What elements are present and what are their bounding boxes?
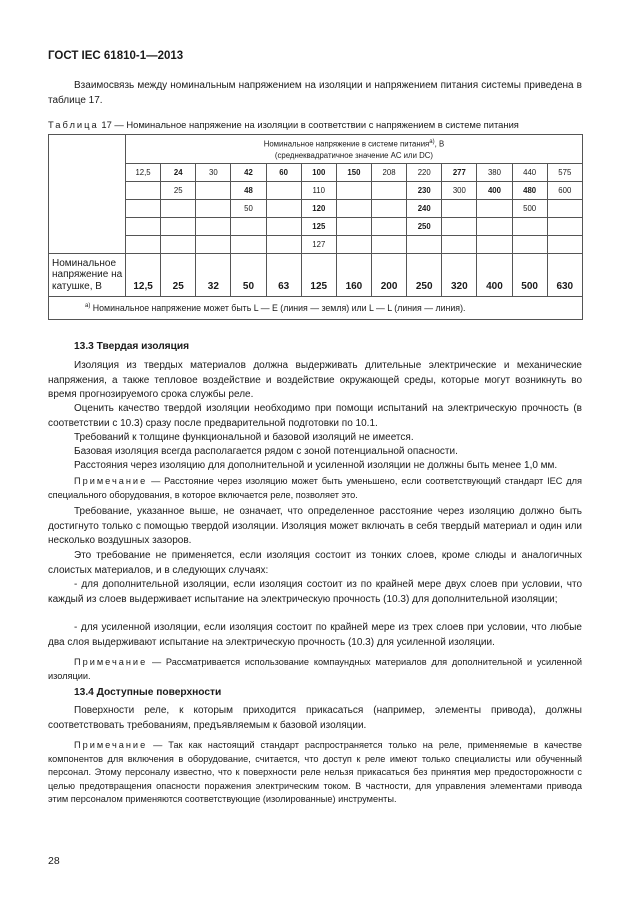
table-header-row: [49, 135, 583, 164]
note-word: Примечание: [74, 657, 148, 667]
paragraph: - для дополнительной изоляции, если изоляция состоит из по крайней мере двух слоев при условии, что каждый из слоев выдерживает испытание на электрическую прочность (10.3) для дополнительной изоляции;: [48, 579, 582, 605]
table-row: [49, 236, 583, 254]
nominal-cell: 250: [407, 254, 442, 297]
table-cell: [442, 200, 477, 218]
table-cell: 208: [371, 164, 406, 182]
nominal-cell: 400: [477, 254, 512, 297]
table-cell: [196, 236, 231, 254]
table-cell: [266, 218, 301, 236]
section-13-3-title: 13.3 Твердая изоляция: [74, 341, 190, 352]
nominal-voltage-label: Номинальное напряжение на катушке, В: [49, 254, 126, 297]
table-cell: 50: [231, 200, 266, 218]
table-cell: [512, 218, 547, 236]
table-cell: [371, 218, 406, 236]
note-word: Примечание: [74, 476, 148, 486]
voltage-table: [48, 134, 583, 320]
nominal-voltage-row: [49, 254, 583, 297]
table-cell: [161, 236, 196, 254]
header-line1: Номинальное напряжение в системе питания: [263, 139, 430, 149]
table-cell: [371, 200, 406, 218]
table-cell: [231, 218, 266, 236]
table-cell: 500: [512, 200, 547, 218]
footnote-text: Номинальное напряжение может быть L — E (линия — земля) или L — L (линия — линия).: [90, 303, 466, 313]
table-row: [49, 164, 583, 182]
table-cell: [371, 236, 406, 254]
nominal-cell: 160: [336, 254, 371, 297]
nominal-cell: 630: [547, 254, 582, 297]
nominal-cell: 25: [161, 254, 196, 297]
table-cell: 400: [477, 182, 512, 200]
table-cell: [266, 236, 301, 254]
nominal-cell: 50: [231, 254, 266, 297]
table-cell: 120: [301, 200, 336, 218]
paragraph: Это требование не применяется, если изоляция состоит из тонких слоев, кроме слюды и аналогичных слоистых материалов, и в следующих случаях:: [48, 550, 582, 576]
table-cell: [126, 182, 161, 200]
table-cell: [407, 236, 442, 254]
table-cell: 380: [477, 164, 512, 182]
header-line2: (среднеквадратичное значение AC или DC): [274, 150, 433, 160]
table-header-cell: [126, 135, 583, 164]
table-cell: [442, 218, 477, 236]
note-word: Примечание: [74, 740, 148, 750]
nominal-cell: 63: [266, 254, 301, 297]
table-cell: 240: [407, 200, 442, 218]
paragraph: Поверхности реле, к которым приходится прикасаться (например, элементы привода), должны соответствовать требованиям, предъявляемым к базовой изоляции.: [48, 705, 582, 731]
paragraph: Требований к толщине функциональной и базовой изоляций не имеется.: [74, 432, 414, 443]
table-cell: [126, 218, 161, 236]
table-cell: 12,5: [126, 164, 161, 182]
table-cell: [196, 182, 231, 200]
nominal-cell: 200: [371, 254, 406, 297]
table-cell: 575: [547, 164, 582, 182]
table-cell: 230: [407, 182, 442, 200]
table-cell: [336, 182, 371, 200]
table-cell: 30: [196, 164, 231, 182]
paragraph: Изоляция из твердых материалов должна выдерживать длительные электрические и механические напряжения, а также тепловое воздействие и воздействие окружающей среды, которые могут возникнуть во время прогнозируемого срока службы реле.: [48, 360, 582, 401]
table-caption-text: 17 — Номинальное напряжение на изоляции в соответствии с напряжением в системе питания: [98, 119, 519, 130]
table-cell: 24: [161, 164, 196, 182]
table-cell: 277: [442, 164, 477, 182]
table-cell: [512, 236, 547, 254]
note: [48, 475, 582, 502]
table-cell: 48: [231, 182, 266, 200]
nominal-cell: 320: [442, 254, 477, 297]
note-text: — Расстояние через изоляцию может быть уменьшено, если соответствующий стандарт IEC для специального оборудования, в которое включается реле, позволяет это.: [48, 476, 582, 500]
table-cell: [336, 218, 371, 236]
table-cell: 125: [301, 218, 336, 236]
table-cell: [477, 218, 512, 236]
table-cell: 42: [231, 164, 266, 182]
nominal-cell: 500: [512, 254, 547, 297]
table-cell: 440: [512, 164, 547, 182]
paragraph: Расстояния через изоляцию для дополнительной и усиленной изоляции не должны быть менее 1,0 мм.: [74, 460, 558, 471]
paragraph: Базовая изоляция всегда располагается рядом с зоной потенциальной опасности.: [74, 446, 458, 457]
paragraph: Требование, указанное выше, не означает, что определенное расстояние через изоляцию должно быть достигнуто только с помощью твердой изоляции. Изоляция может включать в себя твердый материал и один или несколько воздушных зазоров.: [48, 506, 582, 547]
table-cell: 25: [161, 182, 196, 200]
header-unit: , В: [434, 139, 445, 149]
table-caption: [48, 119, 519, 130]
nominal-cell: 125: [301, 254, 336, 297]
table-cell: 150: [336, 164, 371, 182]
table-cell: [336, 200, 371, 218]
table-cell: [477, 200, 512, 218]
table-cell: [196, 218, 231, 236]
table-cell: 100: [301, 164, 336, 182]
table-cell: [126, 200, 161, 218]
table-row: [49, 200, 583, 218]
table-cell: [266, 182, 301, 200]
paragraph: - для усиленной изоляции, если изоляция состоит по крайней мере из трех слоев при условии, что любые два слоя выдерживают испытание на электрическую прочность (10.3) для усиленной изоляции.: [48, 622, 582, 648]
table-cell: [266, 200, 301, 218]
table-cell: 600: [547, 182, 582, 200]
table-cell: 220: [407, 164, 442, 182]
page-number: 28: [48, 855, 60, 867]
note-text: — Рассматривается использование компаундных материалов для дополнительной и усиленной изоляции.: [48, 657, 582, 681]
table-cell: 300: [442, 182, 477, 200]
table-cell: [371, 182, 406, 200]
note: [48, 656, 582, 683]
nominal-cell: 12,5: [126, 254, 161, 297]
intro-paragraph: Взаимосвязь между номинальным напряжением на изоляции и напряжением питания системы приведена в таблице 17.: [48, 80, 582, 106]
table-cell: [196, 200, 231, 218]
table-cell: 60: [266, 164, 301, 182]
table-cell: [336, 236, 371, 254]
table-stub-empty: [49, 135, 126, 254]
table-footnote: [49, 297, 583, 320]
table-row: [49, 218, 583, 236]
table-footnote-row: [49, 297, 583, 320]
table-cell: [126, 236, 161, 254]
table-cell: [547, 236, 582, 254]
table-caption-word: Таблица: [48, 119, 99, 130]
note-text: — Так как настоящий стандарт распространяется только на реле, применяемые в качестве компонентов для включения в оборудование, считается, что доступ к реле имеют только специалисты или обученный персонал. Этому персоналу известно, что к поверхности реле нельзя прикасаться без принятия мер предосторожности с целью предотвращения опасности поражения электрическим током. В частности, для управления элементами привода этим персоналом применяются соответствующие (изолированные) инструменты.: [48, 740, 582, 805]
footnote-mark: а): [85, 303, 91, 310]
table-cell: [547, 218, 582, 236]
section-13-4-title: 13.4 Доступные поверхности: [74, 687, 222, 698]
header-footnote-mark: а): [429, 139, 435, 146]
table-cell: 110: [301, 182, 336, 200]
paragraph: Оценить качество твердой изоляции необходимо при помощи испытаний на электрическую прочность (в соответствии с 10.3) сразу после предварительной подготовки по 10.1.: [48, 403, 582, 429]
table-cell: 127: [301, 236, 336, 254]
table-cell: [161, 200, 196, 218]
table-row: [49, 182, 583, 200]
table-cell: [231, 236, 266, 254]
table-cell: [161, 218, 196, 236]
table-cell: 250: [407, 218, 442, 236]
standard-header: ГОСТ IEC 61810-1—2013: [48, 50, 184, 62]
table-cell: [547, 200, 582, 218]
nominal-cell: 32: [196, 254, 231, 297]
table-cell: 480: [512, 182, 547, 200]
table-cell: [477, 236, 512, 254]
table-cell: [442, 236, 477, 254]
note: [48, 739, 582, 807]
